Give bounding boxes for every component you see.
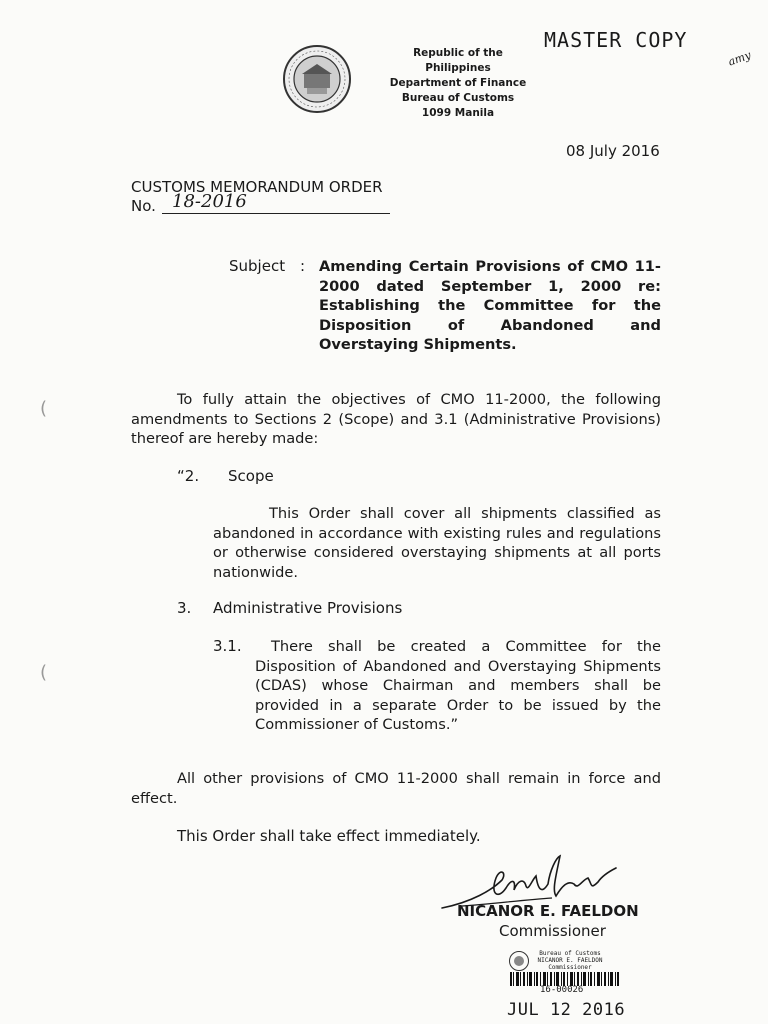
- subsection-paragraph: There shall be created a Committee for the Disposition of Abandoned and Overstaying Shipments (CDAS) whose Chairman and members shall be provided in a separate Order to be issued by the Commissioner of Customs.”: [255, 638, 661, 733]
- barcode-number: 16-00026: [540, 985, 584, 995]
- order-title: CUSTOMS MEMORANDUM ORDER: [131, 178, 383, 196]
- stamp-line: Bureau of Customs: [539, 950, 601, 957]
- stamp-line: NICANOR E. FAELDON: [537, 957, 603, 964]
- intro-paragraph: To fully attain the objectives of CMO 11-2000, the following amendments to Sections 2 (Scope) and 3.1 (Administrative Provisions) thereof are hereby made:: [131, 391, 661, 447]
- order-heading: [131, 178, 383, 216]
- bureau-of-customs-seal-icon: [282, 44, 352, 114]
- letterhead-line: Bureau of Customs: [401, 92, 515, 104]
- barcode-icon: [510, 972, 620, 986]
- letterhead-line: Department of Finance: [389, 77, 527, 89]
- subject-label: Subject: [229, 257, 286, 275]
- subsection-number: 3.1.: [213, 637, 242, 655]
- document-date: 08 July 2016: [566, 142, 660, 160]
- received-date-stamp: JUL 12 2016: [507, 1000, 626, 1020]
- scope-paragraph: This Order shall cover all shipments classified as abandoned in accordance with existing rules and regulations or otherwise considered overstaying shipments at all ports nationwide.: [213, 505, 661, 581]
- margin-mark: (: [40, 662, 48, 683]
- scope-section-number: “2.: [177, 467, 200, 485]
- order-number-label: No.: [131, 197, 156, 215]
- margin-mark: (: [40, 398, 48, 419]
- other-provisions-paragraph: All other provisions of CMO 11-2000 shall remain in force and effect.: [131, 770, 661, 807]
- effectivity-paragraph: This Order shall take effect immediately.: [177, 827, 481, 845]
- stamp-line: Commissioner: [548, 964, 592, 971]
- subject-colon: :: [300, 257, 306, 275]
- admin-section-number: 3.: [177, 599, 192, 617]
- receipt-seal-icon: [508, 950, 530, 972]
- order-number-value: 18-2016: [172, 191, 247, 212]
- receipt-stamp-text: [530, 950, 610, 971]
- master-copy-stamp: MASTER COPY: [544, 28, 688, 52]
- subject-text: Amending Certain Provisions of CMO 11-2000 dated September 1, 2000 re: Establishing the Committee for the Disposition of Abandoned and Overstaying Shipments.: [319, 258, 661, 354]
- signatory-name: NICANOR E. FAELDON: [457, 902, 639, 920]
- signatory-title: Commissioner: [499, 922, 606, 940]
- letterhead-line: Republic of the Philippines: [413, 47, 503, 74]
- order-number-underline: [162, 213, 390, 214]
- letterhead: [388, 46, 528, 121]
- master-copy-initial: amy: [726, 48, 753, 69]
- admin-section-title: Administrative Provisions: [213, 599, 403, 617]
- letterhead-line: 1099 Manila: [421, 107, 495, 119]
- scope-section-title: Scope: [228, 467, 274, 485]
